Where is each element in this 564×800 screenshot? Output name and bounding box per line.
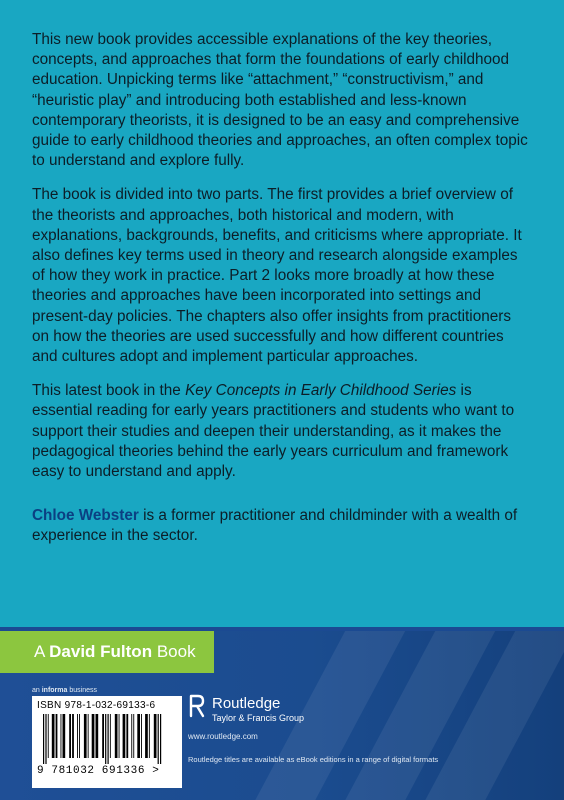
blurb-p3-start: This latest book in the — [32, 382, 186, 400]
imprint-book: Book — [156, 642, 196, 661]
author-name: Chloe Webster — [32, 507, 139, 525]
blurb-p3-end: is essential reading for early years practitioners and students who want to support their studies and deepen their understanding, as it makes the pedagogical theories behind the early years curriculum and framework easy to understand and apply. — [32, 382, 515, 481]
barcode-bar — [158, 714, 159, 764]
barcode-bar — [131, 714, 132, 758]
series-title: Key Concepts in Early Childhood Series — [185, 382, 457, 400]
barcode-bar — [72, 714, 74, 758]
barcode-bar — [115, 714, 118, 758]
imprint-a: A — [34, 642, 45, 661]
barcode-bar — [141, 714, 142, 758]
barcode-bar — [56, 714, 58, 758]
barcode-bar — [133, 714, 134, 758]
barcode-bar — [137, 714, 140, 758]
barcode-bar — [84, 714, 87, 758]
barcode-bar — [69, 714, 71, 758]
barcode-bar — [52, 714, 55, 758]
barcode-digits: 9 781032 691336 > — [37, 765, 160, 777]
publisher-url: www.routledge.com — [188, 732, 258, 741]
author-bio — [32, 506, 532, 546]
barcode-bar — [92, 714, 95, 758]
barcode-bar — [79, 714, 80, 758]
imprint-label — [0, 631, 214, 673]
informa-suffix: business — [67, 687, 97, 694]
barcode — [37, 714, 177, 764]
imprint-name: David Fulton — [49, 642, 153, 661]
publisher-group: Taylor & Francis Group — [212, 713, 305, 723]
ebook-note: Routledge titles are available as eBook editions in a range of digital formats — [188, 755, 439, 764]
blurb-paragraph-3 — [32, 381, 532, 482]
barcode-bar — [145, 714, 148, 758]
blurb-paragraph-2: The book is divided into two parts. The first provides a brief overview of the theorists and approaches, both historical and modern, with explanations, backgrounds, benefits, and criticisms where appropriate. It also defines key terms used in theory and research alongside examples of how they work in practice. Part 2 looks more broadly at how these theories and approaches have been incorporated into settings and present-day policies. The chapters also offer insights from practitioners on how the theories are used successfully and how different countries and cultures adopt and implement particular approaches. — [32, 186, 522, 366]
informa-brand: informa — [41, 687, 68, 694]
isbn-label: ISBN 978-1-032-69133-6 — [37, 700, 156, 711]
barcode-bar — [110, 714, 111, 758]
blurb-paragraph-1: This new book provides accessible explanations of the key theories, concepts, and approaches that form the foundations of early childhood education. Unpicking terms like “attachment,” “constructivism,” and “heuristic play” and introducing both established and less-known contemporary theorists, it is designed to be an easy and comprehensive guide to early childhood theories and approaches, an often complex topic to understand and explore fully. — [32, 31, 528, 170]
barcode-bar — [160, 714, 161, 764]
barcode-bar — [102, 714, 104, 758]
barcode-bar — [119, 714, 120, 758]
barcode-bar — [88, 714, 89, 758]
publisher-name: Routledge — [212, 695, 281, 712]
barcode-panel — [32, 696, 182, 788]
barcode-bar — [108, 714, 109, 764]
barcode-bar — [48, 714, 49, 758]
barcode-bar — [77, 714, 78, 758]
barcode-bar — [45, 714, 46, 764]
barcode-bar — [61, 714, 62, 758]
barcode-bar — [123, 714, 126, 758]
author-bio-text: is a former practitioner and childminder with a wealth of experience in the sector. — [32, 507, 518, 545]
barcode-bar — [126, 714, 128, 758]
barcode-bar — [105, 714, 106, 764]
informa-prefix: an — [32, 687, 42, 694]
barcode-bar — [149, 714, 150, 758]
barcode-bar — [63, 714, 66, 758]
back-cover-blurb — [32, 30, 532, 561]
barcode-bar — [43, 714, 44, 764]
informa-business — [32, 687, 97, 694]
barcode-bar — [96, 714, 99, 758]
barcode-bar — [154, 714, 157, 758]
routledge-logo-icon — [188, 694, 206, 718]
